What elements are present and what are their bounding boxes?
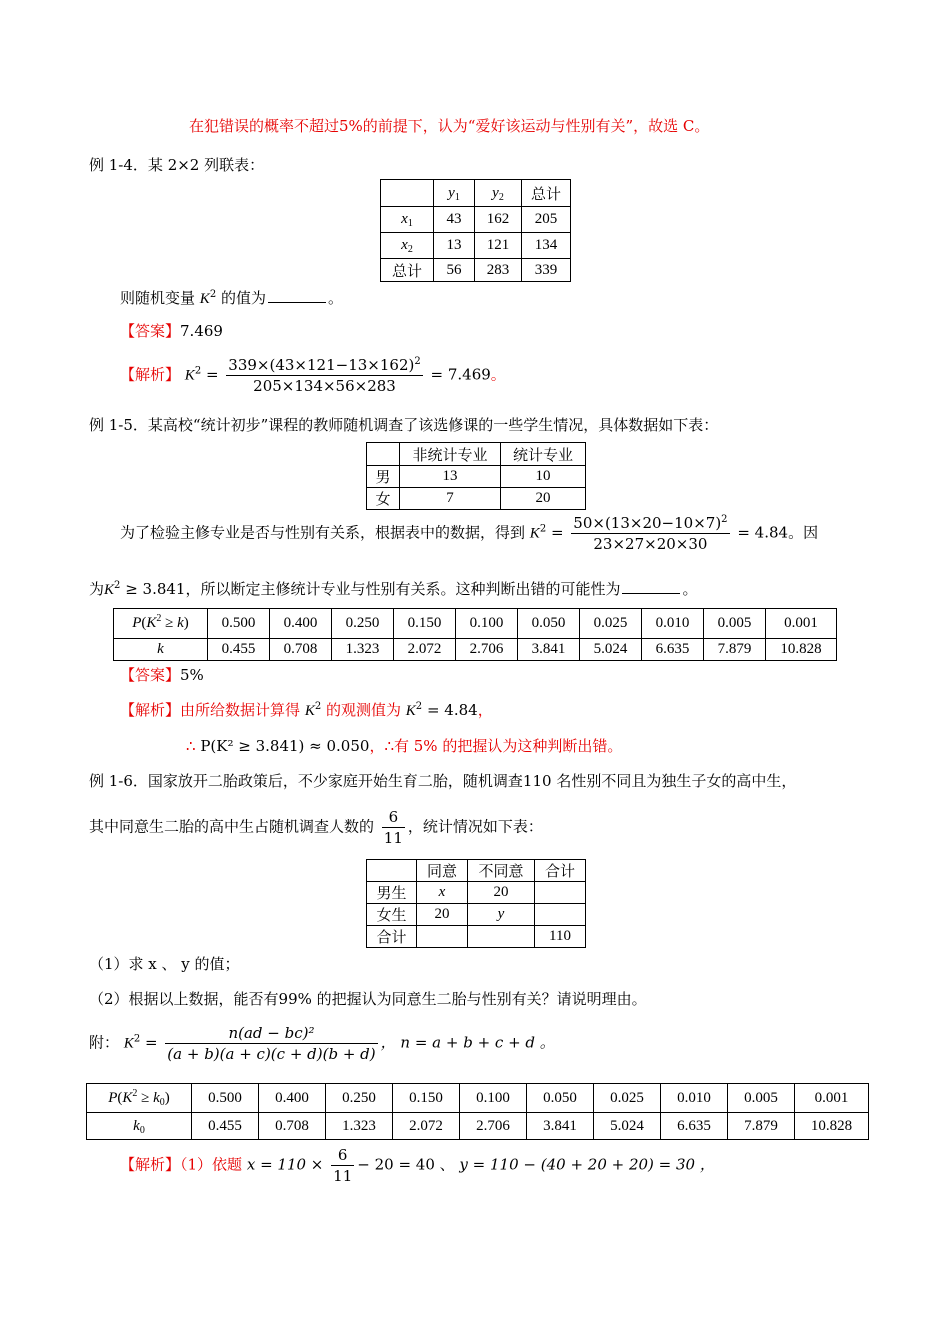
table-row-label: 男	[367, 466, 400, 488]
table-row-label: k	[114, 639, 208, 661]
table-cell: 283	[475, 259, 522, 282]
table-header-cell: 不同意	[468, 860, 535, 882]
table-cell	[367, 860, 417, 882]
table-row-label: $P(K^2 \ge k)$	[114, 609, 208, 639]
table-cell: 3.841	[518, 639, 580, 661]
table-cell: 0.050	[527, 1084, 594, 1113]
table-header-cell: $y_2$	[475, 180, 522, 207]
table-cell: 0.455	[208, 639, 270, 661]
table-cell: 6.635	[642, 639, 704, 661]
table-cell: 2.706	[456, 639, 518, 661]
example-1-5-para2: 为$K^2 \ge 3.841$，所以断定主修统计专业与性别有关系。这种判断出错的可能性为 。	[89, 580, 698, 598]
example-1-4-question: 则随机变量 $K^2$ 的值为 。	[120, 289, 343, 307]
table-cell: 0.010	[642, 609, 704, 639]
survey-table-1-6	[366, 859, 586, 948]
table-cell: 0.005	[704, 609, 766, 639]
table-cell: x	[417, 882, 468, 904]
table-row-label: $x_1$	[381, 207, 434, 233]
ratio-fraction: $\frac{6}{11}$	[383, 808, 403, 847]
answer-tag: 【答案】	[120, 666, 181, 684]
ratio-fraction: $\frac{6}{11}$	[333, 1146, 353, 1185]
table-cell: 0.250	[332, 609, 394, 639]
table-row-label: 女生	[367, 904, 417, 926]
question-2: （2）根据以上数据，能否有99% 的把握认为同意生二胎与性别有关？请说明理由。	[89, 990, 647, 1008]
table-row-label: $k_0$	[87, 1113, 192, 1140]
table-header-cell: 非统计专业	[400, 443, 501, 466]
table-header-cell: 总计	[522, 180, 571, 207]
table-cell: 0.025	[580, 609, 642, 639]
table-cell: 7	[400, 488, 501, 510]
table-cell: 110	[535, 926, 586, 948]
k2-fraction: $\frac{339\times(43\times 121-13\times 162)^2}{205\times 134\times 56\times 283}$	[228, 356, 421, 395]
major-gender-table	[366, 442, 586, 510]
table-cell: 0.400	[259, 1084, 326, 1113]
table-cell: 20	[501, 488, 586, 510]
table-cell: 20	[468, 882, 535, 904]
table-cell: 5.024	[580, 639, 642, 661]
example-1-6-analysis: 【解析】（1）依题 x = 110 × $\frac{6}{11}$ − 20 = 40 、 y = 110 − (40 + 20 + 20) = 30 ，	[120, 1146, 715, 1185]
table-header-cell: 同意	[417, 860, 468, 882]
appendix-formula: 附： $K^2$ = $\frac{\text{n(ad − bc)²}}{(a + b)(a + c)(c + d)(b + d)}$ ， n = a + b + c + d 。	[89, 1024, 555, 1063]
table-cell: 20	[417, 904, 468, 926]
table-row-label: $P(K^2 \ge k_0)$	[87, 1084, 192, 1113]
example-1-6-line2: 其中同意生二胎的高中生占随机调查人数的 $\frac{6}{11}$ ，统计情况如下表：	[89, 808, 543, 847]
table-cell: 13	[400, 466, 501, 488]
table-cell	[468, 926, 535, 948]
table-cell: 0.100	[456, 609, 518, 639]
intro-conclusion: 在犯错误的概率不超过5%的前提下，认为“爱好该运动与性别有关”，故选 C。	[189, 117, 710, 135]
table-cell: 0.150	[393, 1084, 460, 1113]
table-row-label: 总计	[381, 259, 434, 282]
table-cell: 0.400	[270, 609, 332, 639]
answer-blank	[268, 288, 326, 303]
table-cell: 0.708	[259, 1113, 326, 1140]
question-1: （1）求 x 、 y 的值；	[89, 955, 240, 973]
table-cell: 7.879	[728, 1113, 795, 1140]
table-cell: y	[468, 904, 535, 926]
table-header-cell: $y_1$	[434, 180, 475, 207]
table-row-label: 女	[367, 488, 400, 510]
contingency-table-1-4	[380, 179, 571, 282]
example-1-5-answer: 【答案】5%	[120, 666, 204, 684]
table-cell: 2.072	[394, 639, 456, 661]
table-cell: 10	[501, 466, 586, 488]
table-cell	[381, 180, 434, 207]
table-cell: 0.100	[460, 1084, 527, 1113]
critical-value-table-1-5	[113, 608, 837, 661]
table-cell: 0.500	[192, 1084, 259, 1113]
table-cell: 1.323	[326, 1113, 393, 1140]
table-cell: 0.001	[766, 609, 837, 639]
table-row-label: 男生	[367, 882, 417, 904]
table-cell: 13	[434, 233, 475, 259]
table-cell: 5.024	[594, 1113, 661, 1140]
table-cell: 0.150	[394, 609, 456, 639]
example-1-5-analysis-line2: ∴ P(K² ≥ 3.841) ≈ 0.050，∴有 5% 的把握认为这种判断出错。	[186, 737, 623, 755]
table-header-cell: 合计	[535, 860, 586, 882]
table-cell: 1.323	[332, 639, 394, 661]
table-cell: 0.250	[326, 1084, 393, 1113]
critical-value-table-1-6	[86, 1083, 869, 1140]
table-cell: 2.706	[460, 1113, 527, 1140]
example-1-4-title: 例 1-4．某 2×2 列联表：	[89, 156, 265, 174]
table-cell: 0.025	[594, 1084, 661, 1113]
table-cell: 3.841	[527, 1113, 594, 1140]
example-1-4-answer: 【答案】7.469	[120, 322, 223, 340]
table-cell: 339	[522, 259, 571, 282]
table-cell: 205	[522, 207, 571, 233]
table-row-label: $x_2$	[381, 233, 434, 259]
table-cell: 56	[434, 259, 475, 282]
example-1-4-analysis: 【解析】 $K^2$ = $\frac{339\times(43\times 121-13\times 162)^2}{205\times 134\times 56\times 283}$ = 7.469。	[120, 356, 506, 395]
k2-fraction: $\frac{50\times(13\times 20-10\times 7)^2}{23\times 27\times 20\times 30}$	[573, 514, 728, 553]
table-cell: 0.455	[192, 1113, 259, 1140]
table-cell	[535, 904, 586, 926]
table-cell: 10.828	[795, 1113, 869, 1140]
table-cell: 0.001	[795, 1084, 869, 1113]
analysis-tag: 【解析】	[120, 1155, 181, 1174]
table-cell: 2.072	[393, 1113, 460, 1140]
table-cell: 43	[434, 207, 475, 233]
table-cell: 0.050	[518, 609, 580, 639]
table-cell: 6.635	[661, 1113, 728, 1140]
k2-fraction: $\frac{\text{n(ad − bc)²}}{(a + b)(a + c)(c + d)(b + d)}$	[167, 1024, 376, 1063]
example-1-5-title: 例 1-5．某高校“统计初步”课程的教师随机调查了该选修课的一些学生情况，具体数据如下表：	[89, 416, 719, 434]
table-cell: 162	[475, 207, 522, 233]
table-cell	[417, 926, 468, 948]
table-cell	[367, 443, 400, 466]
table-cell: 134	[522, 233, 571, 259]
answer-tag: 【答案】	[120, 322, 181, 340]
table-cell: 10.828	[766, 639, 837, 661]
table-cell: 0.010	[661, 1084, 728, 1113]
table-cell: 0.500	[208, 609, 270, 639]
table-cell: 0.708	[270, 639, 332, 661]
analysis-tag: 【解析】	[120, 365, 181, 384]
table-cell: 7.879	[704, 639, 766, 661]
answer-blank	[622, 579, 680, 594]
table-row-label: 合计	[367, 926, 417, 948]
table-header-cell: 统计专业	[501, 443, 586, 466]
table-cell: 0.005	[728, 1084, 795, 1113]
example-1-5-analysis-line1: 【解析】由所给数据计算得 $K^2$ 的观测值为 $K^2 = 4.84$，	[120, 701, 493, 719]
example-1-6-title: 例 1-6．国家放开二胎政策后，不少家庭开始生育二胎，随机调查110 名性别不同且为独生子女的高中生，	[89, 772, 797, 790]
table-cell	[535, 882, 586, 904]
table-cell: 121	[475, 233, 522, 259]
analysis-tag: 【解析】	[120, 701, 181, 719]
example-1-5-para1: 为了检验主修专业是否与性别有关系，根据表中的数据，得到 $K^2$ = $\frac{50\times(13\times 20-10\times 7)^2}{23\times 27\times 20\times 30}$ = 4.84。因	[120, 514, 819, 553]
